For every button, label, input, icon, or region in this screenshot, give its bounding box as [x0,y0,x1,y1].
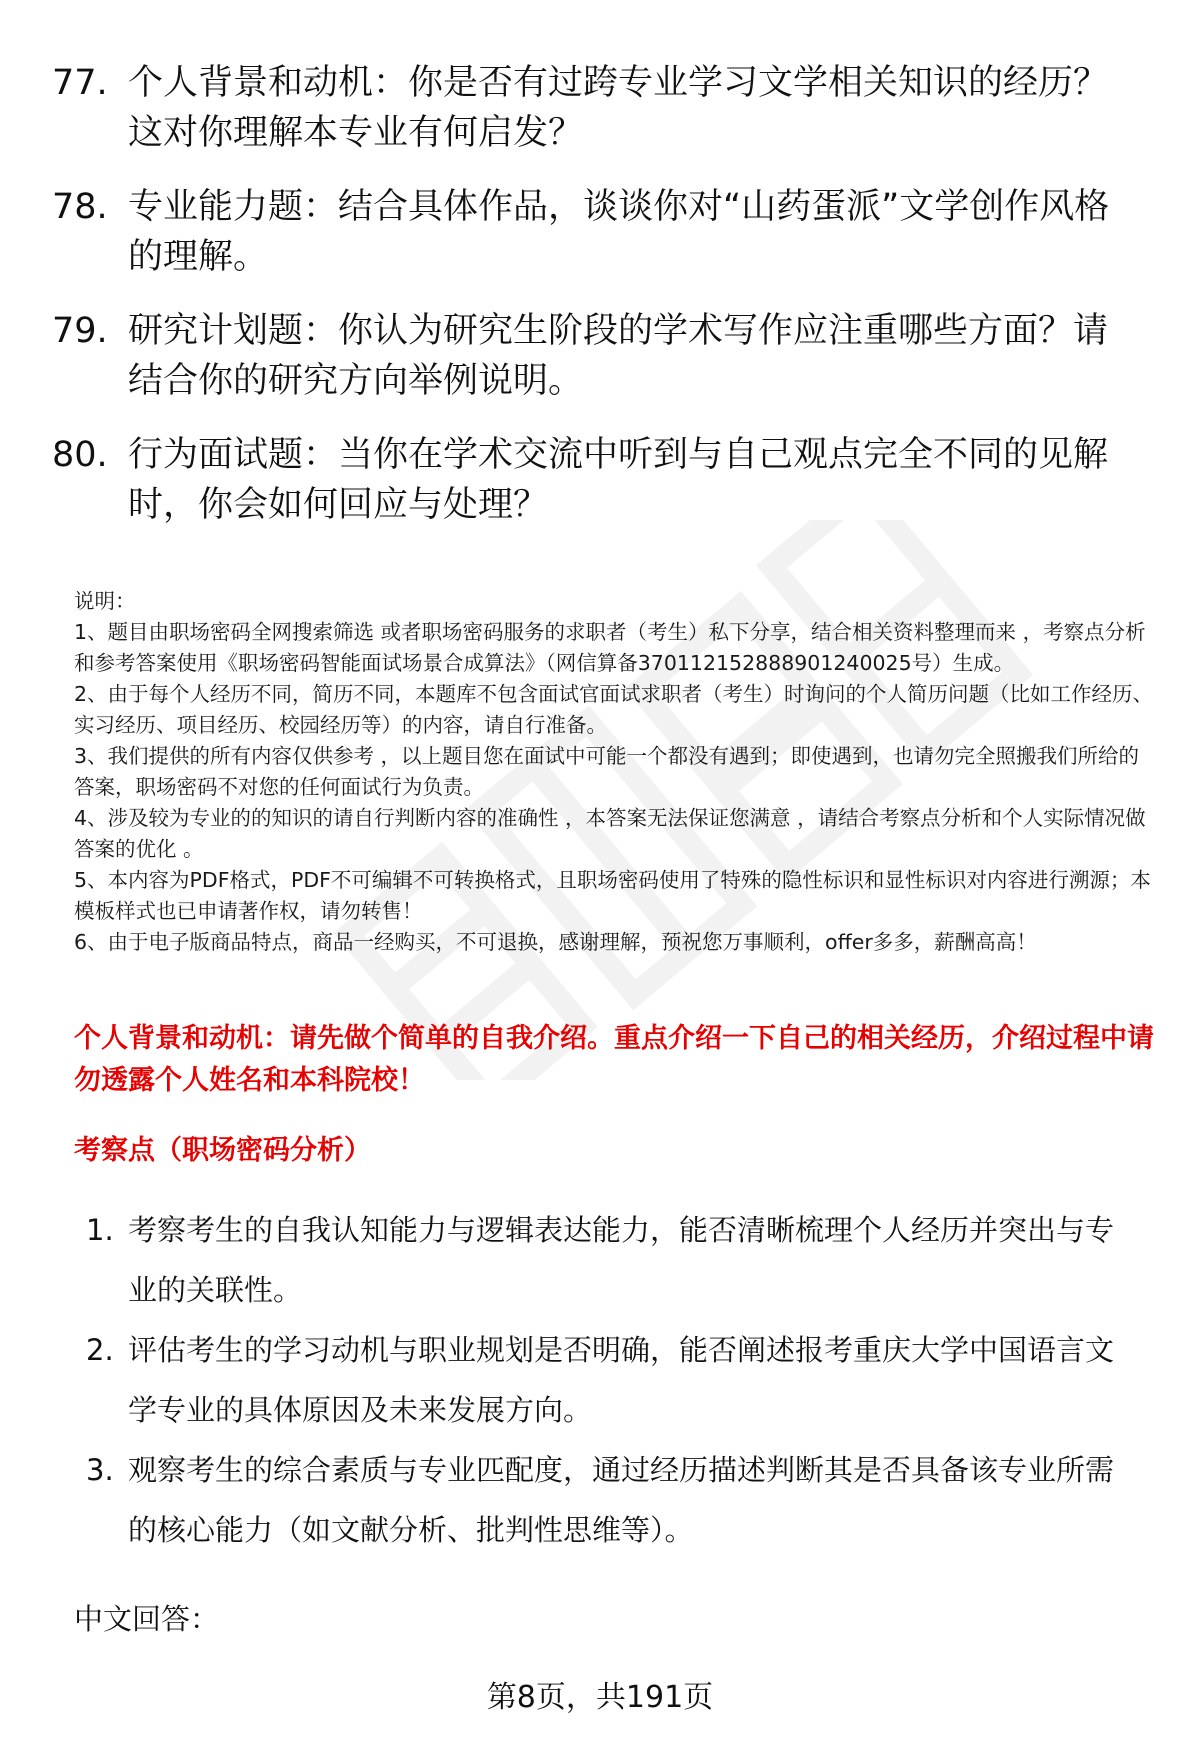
analysis-title: 考察点（职场密码分析） [74,1135,371,1166]
note-item: 3、我们提供的所有内容仅供参考 ，以上题目您在面试中可能一个都没有遇到；即使遇到，也请勿完全照搬我们所给的答案，职场密码不对您的任何面试行为负责。 [74,744,1140,799]
point-number: 3. [86,1453,114,1487]
question-number: 79. [52,311,108,351]
note-item: 5、本内容为PDF格式，PDF不可编辑不可转换格式，且职场密码使用了特殊的隐性标识和显性标识对内容进行溯源；本模板样式也已申请著作权，请勿转售！ [74,868,1151,923]
question-number: 77. [52,63,108,103]
question-item [0,58,1200,158]
question-text: 研究计划题：你认为研究生阶段的学术写作应注重哪些方面？请结合你的研究方向举例说明。 [128,311,1109,401]
note-item: 4、涉及较为专业的的知识的请自行判断内容的准确性 ，本答案无法保证您满意 ，请结合考察点分析和个人实际情况做答案的优化 。 [74,806,1146,861]
answer-label: 中文回答： [74,1602,220,1636]
point-text: 评估考生的学习动机与职业规划是否明确，能否阐述报考重庆大学中国语言文学专业的具体原因及未来发展方向。 [128,1333,1115,1427]
note-item: 2、由于每个人经历不同，简历不同，本题库不包含面试官面试求职者（考生）时询问的个人简历问题（比如工作经历、实习经历、项目经历、校园经历等）的内容，请自行准备。 [74,682,1154,737]
point-text: 观察考生的综合素质与专业匹配度，通过经历描述判断其是否具备该专业所需的核心能力（如文献分析、批判性思维等）。 [128,1453,1115,1547]
point-number: 2. [86,1333,114,1367]
question-item [0,182,1200,282]
notes-section [74,586,1154,958]
analysis-point [0,1440,1200,1560]
question-number: 80. [52,435,108,475]
notes-title: 说明： [74,589,136,613]
question-list [0,58,1200,554]
analysis-point [0,1200,1200,1320]
page-footer: 第8页，共191页 [486,1680,714,1715]
note-item: 1、题目由职场密码全网搜索筛选 或者职场密码服务的求职者（考生）私下分享，结合相关资料整理而来 ，考察点分析和参考答案使用《职场密码智能面试场景合成算法》（网信算备370112152888901240025号）生成。 [74,620,1146,675]
question-item [0,430,1200,530]
question-number: 78. [52,187,108,227]
question-text: 个人背景和动机：你是否有过跨专业学习文学相关知识的经历？这对你理解本专业有何启发？ [128,63,1109,153]
point-text: 考察考生的自我认知能力与逻辑表达能力，能否清晰梳理个人经历并突出与专业的关联性。 [128,1213,1115,1307]
point-number: 1. [86,1213,114,1247]
question-item [0,306,1200,406]
analysis-point [0,1320,1200,1440]
question-text: 专业能力题：结合具体作品，谈谈你对“山药蛋派”文学创作风格的理解。 [128,187,1110,277]
current-question-heading: 个人背景和动机：请先做个简单的自我介绍。重点介绍一下自己的相关经历，介绍过程中请勿透露个人姓名和本科院校！ [74,1023,1154,1096]
note-item: 6、由于电子版商品特点，商品一经购买，不可退换，感谢理解，预祝您万事顺利，offer多多，薪酬高高！ [74,930,1037,954]
question-text: 行为面试题：当你在学术交流中听到与自己观点完全不同的见解时，你会如何回应与处理？ [128,435,1109,525]
analysis-points [0,1200,1200,1560]
